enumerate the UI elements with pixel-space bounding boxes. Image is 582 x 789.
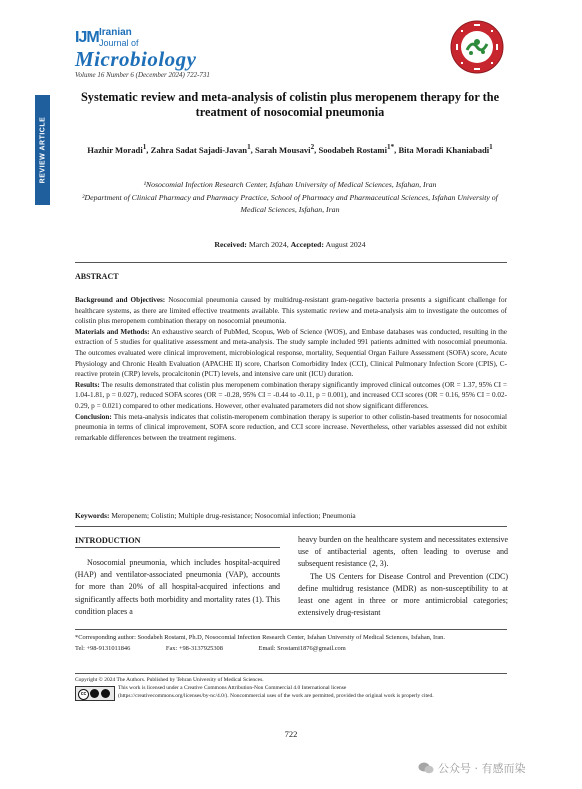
intro-paragraph-2: The US Centers for Disease Control and Prevention (CDC) define multidrug resistance (MDR) as non-susceptibility to at least one agent in three or more antimicrobial categories; extensively drug-resistant [298,571,508,618]
correspondence-tel: Tel: +98-9131011846 [75,644,131,652]
abstract-background-label: Background and Objectives: [75,296,166,304]
introduction-heading: INTRODUCTION [75,536,141,545]
correspondence-email: Email: Srostami1876@gmail.com [258,644,346,652]
copyright-line: Copyright © 2024 The Authors. Published by Tehran University of Medical Sciences. [75,677,264,683]
abstract-methods-label: Materials and Methods: [75,327,150,336]
article-type-tab [35,95,50,205]
keywords [75,511,507,520]
abstract-conclusion-text: This meta-analysis indicates that colistin-meropenem combination therapy is superior to other colistin-based treatments for nosocomial pneumonia in terms of clinical improvement, SOFA score reduction, and CCI score increase. Nevertheless, other variables assessed did not exhibit remarkable differences between the treatment regimens. [75,412,507,442]
abstract-methods-text: An exhaustive search of PubMed, Scopus, Web of Science (WOS), and Embase databases was conducted, resulting in the extraction of 5 studies for qualitative assessment and meta-analysis. The study sample included 991 patients admitted with nosocomial pneumonia. The outcomes evaluated were clinical improvement, microbiological response, mortality, Sequential Organ Failure Assessment (SOFA) score, Acute Physiology and Chronic Health Evaluation (APACHE II) score, Charlson Comorbidity Index (CCI), Clinical Pulmonary Infection Score (CPIS), C-reactive protein (CRP) levels, procalcitonin (PCT) levels, and intensive care unit (ICU) duration. [75,327,507,379]
received-date: March 2024, [246,240,291,249]
received-label: Received: [214,240,247,249]
abstract-body [75,295,507,443]
volume-info: Volume 16 Number 6 (December 2024) 722-731 [75,71,210,79]
affiliations [75,179,505,217]
intro-paragraph-1-continued: heavy burden on the healthcare system and necessitates extensive use of antibacterial agents, often leading to overuse and subsequent resistance (2, 3). [298,535,508,569]
introduction-left-column [75,557,280,618]
accepted-label: Accepted: [290,240,324,249]
divider-footnote [75,629,507,630]
abstract-results-text: The results demonstrated that colistin plus meropenem combination therapy significantly improved clinical outcomes (OR = 1.37, 95% CI = 1.04-1.81, p = 0.027), reduced SOFA scores (OR = -0.28, 95% CI = -0.44 to -0.11, p = 0.001), and increased CCI scores (OR = 0.16, 95% CI = 0.02-0.29, p = 0.021) compared to other medications. However, other evaluated parameters did not show significant differences. [75,380,507,410]
article-title: Systematic review and meta-analysis of colistin plus meropenem therapy for the treatment of nosocomial pneumonia [80,90,500,119]
cc-license-icon [75,686,115,701]
license-line-1: This work is licensed under a Creative Commons Attribution-Non Commercial 4.0 International license [118,685,347,691]
correspondence-contacts [75,644,507,655]
abstract-conclusion [75,412,507,444]
journal-logo-name: Microbiology [75,47,197,71]
affiliation-1: ¹Nosocomial Infection Research Center, Isfahan University of Medical Sciences, Isfahan, Iran [143,180,437,189]
license-line-2: (https://creativecommons.org/licenses/by-nc/4.0/). Noncommercial uses of the work are permitted, provided the original work is properly cited. [118,692,434,699]
correspondence-fax: Fax: +98-3137925308 [165,644,223,652]
keywords-label: Keywords: [75,511,110,520]
journal-logo-line2: Journal of [99,38,139,48]
abstract-background [75,295,507,327]
abstract-results-label: Results: [75,380,100,389]
divider-introduction [75,547,280,548]
journal-logo-line1: Iranian [99,27,132,38]
nc-icon [101,689,110,698]
wechat-icon [418,762,434,774]
received-accepted-dates [75,240,505,249]
watermark-text: 公众号 · 有感而染 [438,762,526,775]
intro-paragraph-1: Nosocomial pneumonia, which includes hospital-acquired (HAP) and ventilator-associated pneumonia (VAP), accounts for more than 20% of all hospital-acquired infections and significantly affects both morbidity and mortality rates (1). This condition places a [75,558,280,616]
abstract-methods [75,327,507,380]
abstract-heading: ABSTRACT [75,272,119,281]
accepted-date: August 2024 [323,240,366,249]
divider-top [75,262,507,263]
divider-keywords [75,526,507,527]
article-type-label: REVIEW ARTICLE [39,116,46,184]
correspondence-author: *Corresponding author: Soodabeh Rostami, Ph.D, Nosocomial Infection Research Center, Isfahan University of Medical Sciences, Isfahan, Iran. [75,634,445,641]
page-number: 722 [284,729,298,739]
author-list: Hazhir Moradi$^1$, Zahra Sadat Sajadi-Javan$^1$, Sarah Mousavi$^2$, Soodabeh Rostami$^{1*}$, Bita Moradi Khaniabadi$^1$ [87,143,493,155]
society-seal-icon [450,20,504,74]
keywords-text: Meropenem; Colistin; Multiple drug-resistance; Nosocomial infection; Pneumonia [109,511,356,520]
license-text [118,685,508,701]
wechat-watermark [418,760,526,776]
affiliation-2: ²Department of Clinical Pharmacy and Pharmacy Practice, School of Pharmacy and Pharmaceutical Sciences, Isfahan University of Medical Sciences, Isfahan, Iran [82,192,498,214]
divider-copyright [75,673,507,674]
by-icon [90,689,99,698]
journal-logo-mark: IJM [75,29,99,46]
correspondence-footnote [75,633,507,654]
cc-icon: cc [78,689,89,700]
abstract-results [75,380,507,412]
journal-logo [75,25,195,70]
introduction-right-column [298,534,508,619]
abstract-conclusion-label: Conclusion: [75,412,112,421]
abstract-background-text: Nosocomial pneumonia caused by multidrug-resistant gram-negative bacteria presents a significant challenge for healthcare systems, as there are limited effective treatments available. This systematic review and meta-analysis aim to investigate the outcomes of colistin plus meropenem combination therapy on nosocomial pneumonia. [75,296,507,326]
